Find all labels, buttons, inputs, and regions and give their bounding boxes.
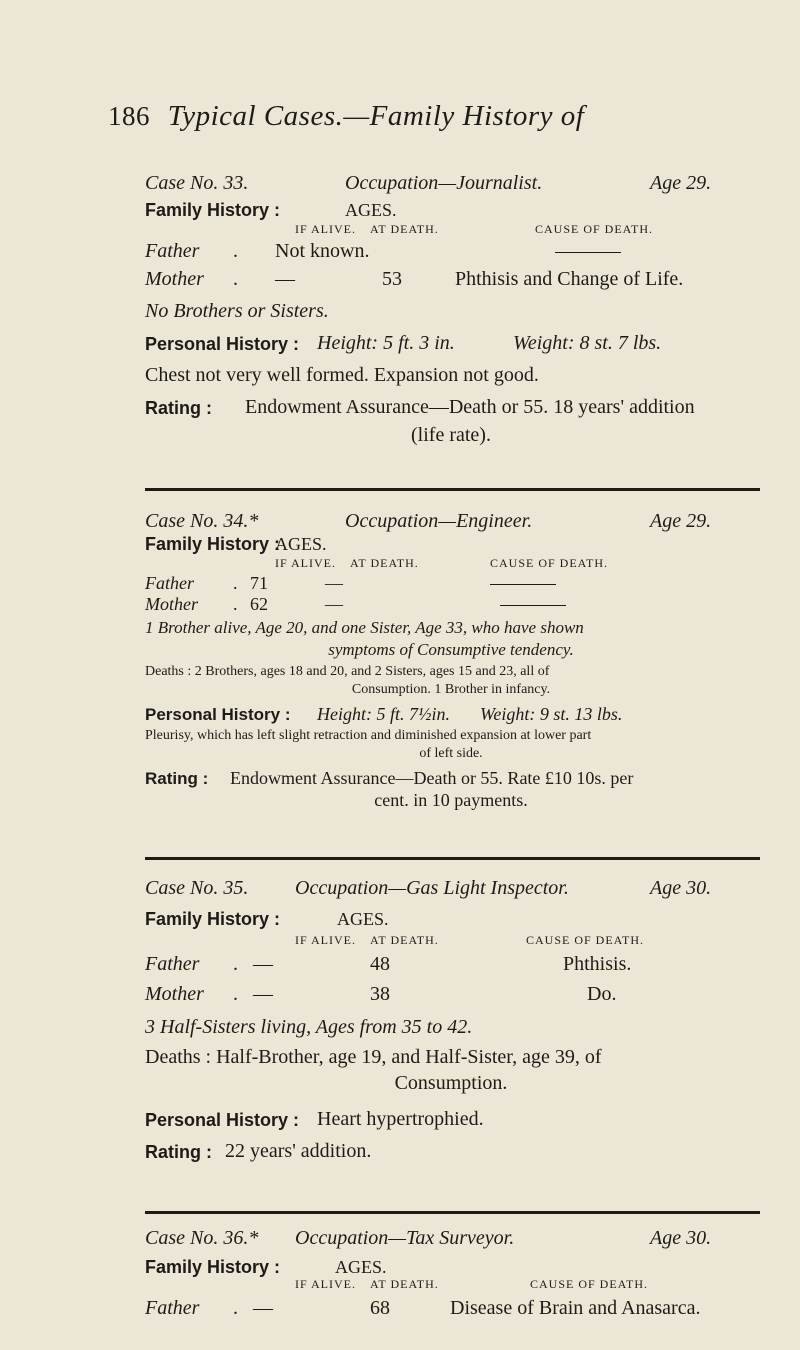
ages-label: AGES. [335,1257,387,1277]
personal-notes: Heart hypertrophied. [317,1108,484,1130]
age: Age 30. [650,877,712,899]
case-number: Case No. 33. [145,172,249,194]
rating-line-1: Endowment Assurance—Death or 55. Rate £10 10s. per [230,768,634,788]
rating-label: Rating : [145,398,212,418]
siblings-line-2: symptoms of Consumptive tendency. [328,640,574,659]
mother-cause: Do. [587,983,617,1005]
cause-of-death-label: CAUSE OF DEATH. [530,1277,649,1291]
ages-label: AGES. [337,909,389,929]
deaths-line-1: Deaths : 2 Brothers, ages 18 and 20, and 2 Sisters, ages 15 and 23, all of [145,664,550,679]
dash-rule [500,605,566,606]
age: Age 30. [650,1227,712,1249]
mother-cause: Phthisis and Change of Life. [455,268,684,290]
personal-notes: Chest not very well formed. Expansion not good. [145,364,539,386]
personal-history-label: Personal History : [145,1110,300,1130]
mother-label: Mother [145,594,198,614]
father-alive: — [253,953,273,975]
page-number: 186 [108,101,150,131]
deaths-line-2: Consumption. 1 Brother in infancy. [351,682,551,697]
father-label: Father [145,1297,200,1319]
father-alive: — [253,1297,273,1319]
page-header [108,100,584,133]
father-alive: 71 [250,573,268,593]
rating-line-1: Endowment Assurance—Death or 55. 18 years' addition [245,396,695,418]
mother-death-age: 38 [370,983,390,1005]
cause-of-death-label: CAUSE OF DEATH. [526,933,645,947]
ages-label: AGES. [345,200,397,220]
personal-history-label: Personal History : [145,334,300,354]
father-alive: Not known. [275,240,370,262]
mother-alive: 62 [250,594,268,614]
case-35: Case No. 35. Occupation—Gas Light Inspector. Age 30. Family History : AGES. IF ALIVE. AT DEATH. CAUSE OF DEATH. Father . — 48 Phthisis. Mother . — 38 Do. 3 Half-Sisters living, Ages from 35 to 42. Deaths : Half-Brother, age 19, and Half-Sister, age 39, of Consumption. Personal History : Heart hypertrophied. Rating : 22 years' addition. [145,877,757,1168]
height: Height: 5 ft. 3 in. [317,332,455,354]
case-number: Case No. 35. [145,877,249,899]
cause-of-death-label: CAUSE OF DEATH. [490,556,609,570]
height: Height: 5 ft. 7½in. [317,704,450,724]
at-death-label: AT DEATH. [370,1277,439,1291]
if-alive-label: IF ALIVE. [295,933,356,947]
family-history-label: Family History : [145,909,281,929]
case-33: Case No. 33. Occupation—Journalist. Age 29. Family History : AGES. IF ALIVE. AT DEATH. CAUSE OF DEATH. Father . Not known. Mother . — 53 Phthisis and Change of Life. No Brothers or Sisters. Personal History : Height: 5 ft. 3 in. Weight: 8 st. 7 lbs. Chest not very well formed. Expansion not good. Rating : Endowment Assurance—Death or 55. 18 years' addition (life rate). [145,172,757,452]
family-history-label: Family History : [145,534,281,554]
family-history-label: Family History : [145,200,281,220]
father-death-age: 68 [370,1297,390,1319]
running-title: Typical Cases.—Family History of [167,100,585,132]
father-label: Father [145,240,200,262]
weight: Weight: 9 st. 13 lbs. [480,704,623,724]
deaths-line-1: Deaths : Half-Brother, age 19, and Half-Sister, age 39, of [145,1046,602,1068]
rating: 22 years' addition. [225,1140,372,1162]
father-cause: Phthisis. [563,953,632,975]
case-36: Case No. 36.* Occupation—Tax Surveyor. Age 30. Family History : AGES. IF ALIVE. AT DEATH. CAUSE OF DEATH. Father . — 68 Disease of Brain and Anasarca. [145,1227,712,1319]
cause-of-death-label: CAUSE OF DEATH. [535,222,654,236]
case-34: Case No. 34.* Occupation—Engineer. Age 29. Family History : AGES. IF ALIVE. AT DEATH. CAUSE OF DEATH. Father . 71 — Mother . 62 — 1 Brother alive, Age 20, and one Sister, Age 33, who have shown symptoms of Consumptive tendency. Deaths : 2 Brothers, ages 18 and 20, and 2 Sisters, ages 15 and 23, all of Consumption. 1 Brother in infancy. Personal History : Height: 5 ft. 7½in. Weight: 9 st. 13 lbs. Pleurisy, which has left slight retraction and diminished expansion at lower part of left side. Rating : Endowment Assurance—Death or 55. Rate £10 10s. per cent. in 10 payments. [145,510,757,818]
section-rule [145,1211,760,1214]
rating-line-2: (life rate). [411,424,491,446]
if-alive-label: IF ALIVE. [295,222,356,236]
siblings: 3 Half-Sisters living, Ages from 35 to 42. [145,1016,473,1038]
mother-death-age: 53 [382,268,402,290]
family-history-label: Family History : [145,1257,281,1277]
father-death: — [325,573,343,593]
dash-rule [490,584,556,585]
if-alive-label: IF ALIVE. [275,556,336,570]
dash-rule [555,252,621,253]
personal-history-label: Personal History : [145,705,291,724]
ages-label: AGES. [275,534,327,554]
section-rule [145,488,760,491]
siblings: No Brothers or Sisters. [145,300,329,322]
age: Age 29. [650,172,712,194]
father-label: Father [145,573,194,593]
personal-notes-line-1: Pleurisy, which has left slight retraction and diminished expansion at lower part [145,728,592,743]
father-cause: Disease of Brain and Anasarca. [450,1297,701,1319]
mother-death: — [325,594,343,614]
father-label: Father [145,953,200,975]
siblings-line-1: 1 Brother alive, Age 20, and one Sister, Age 33, who have shown [145,618,584,637]
rating-label: Rating : [145,1142,212,1162]
at-death-label: AT DEATH. [370,222,439,236]
occupation: Occupation—Journalist. [345,172,543,194]
mother-label: Mother [145,268,204,290]
at-death-label: AT DEATH. [350,556,419,570]
occupation: Occupation—Engineer. [345,510,533,532]
deaths-line-2: Consumption. [394,1072,508,1094]
at-death-label: AT DEATH. [370,933,439,947]
rating-line-2: cent. in 10 payments. [374,790,528,810]
mother-alive: — [275,268,295,290]
mother-label: Mother [145,983,204,1005]
age: Age 29. [650,510,712,532]
section-rule [145,857,760,860]
personal-notes-line-2: of left side. [419,746,483,761]
case-number: Case No. 36.* [145,1227,259,1249]
occupation: Occupation—Tax Surveyor. [295,1227,515,1249]
if-alive-label: IF ALIVE. [295,1277,356,1291]
case-number: Case No. 34.* [145,510,259,532]
occupation: Occupation—Gas Light Inspector. [295,877,569,899]
mother-alive: — [253,983,273,1005]
weight: Weight: 8 st. 7 lbs. [513,332,662,354]
rating-label: Rating : [145,769,209,788]
father-death-age: 48 [370,953,390,975]
